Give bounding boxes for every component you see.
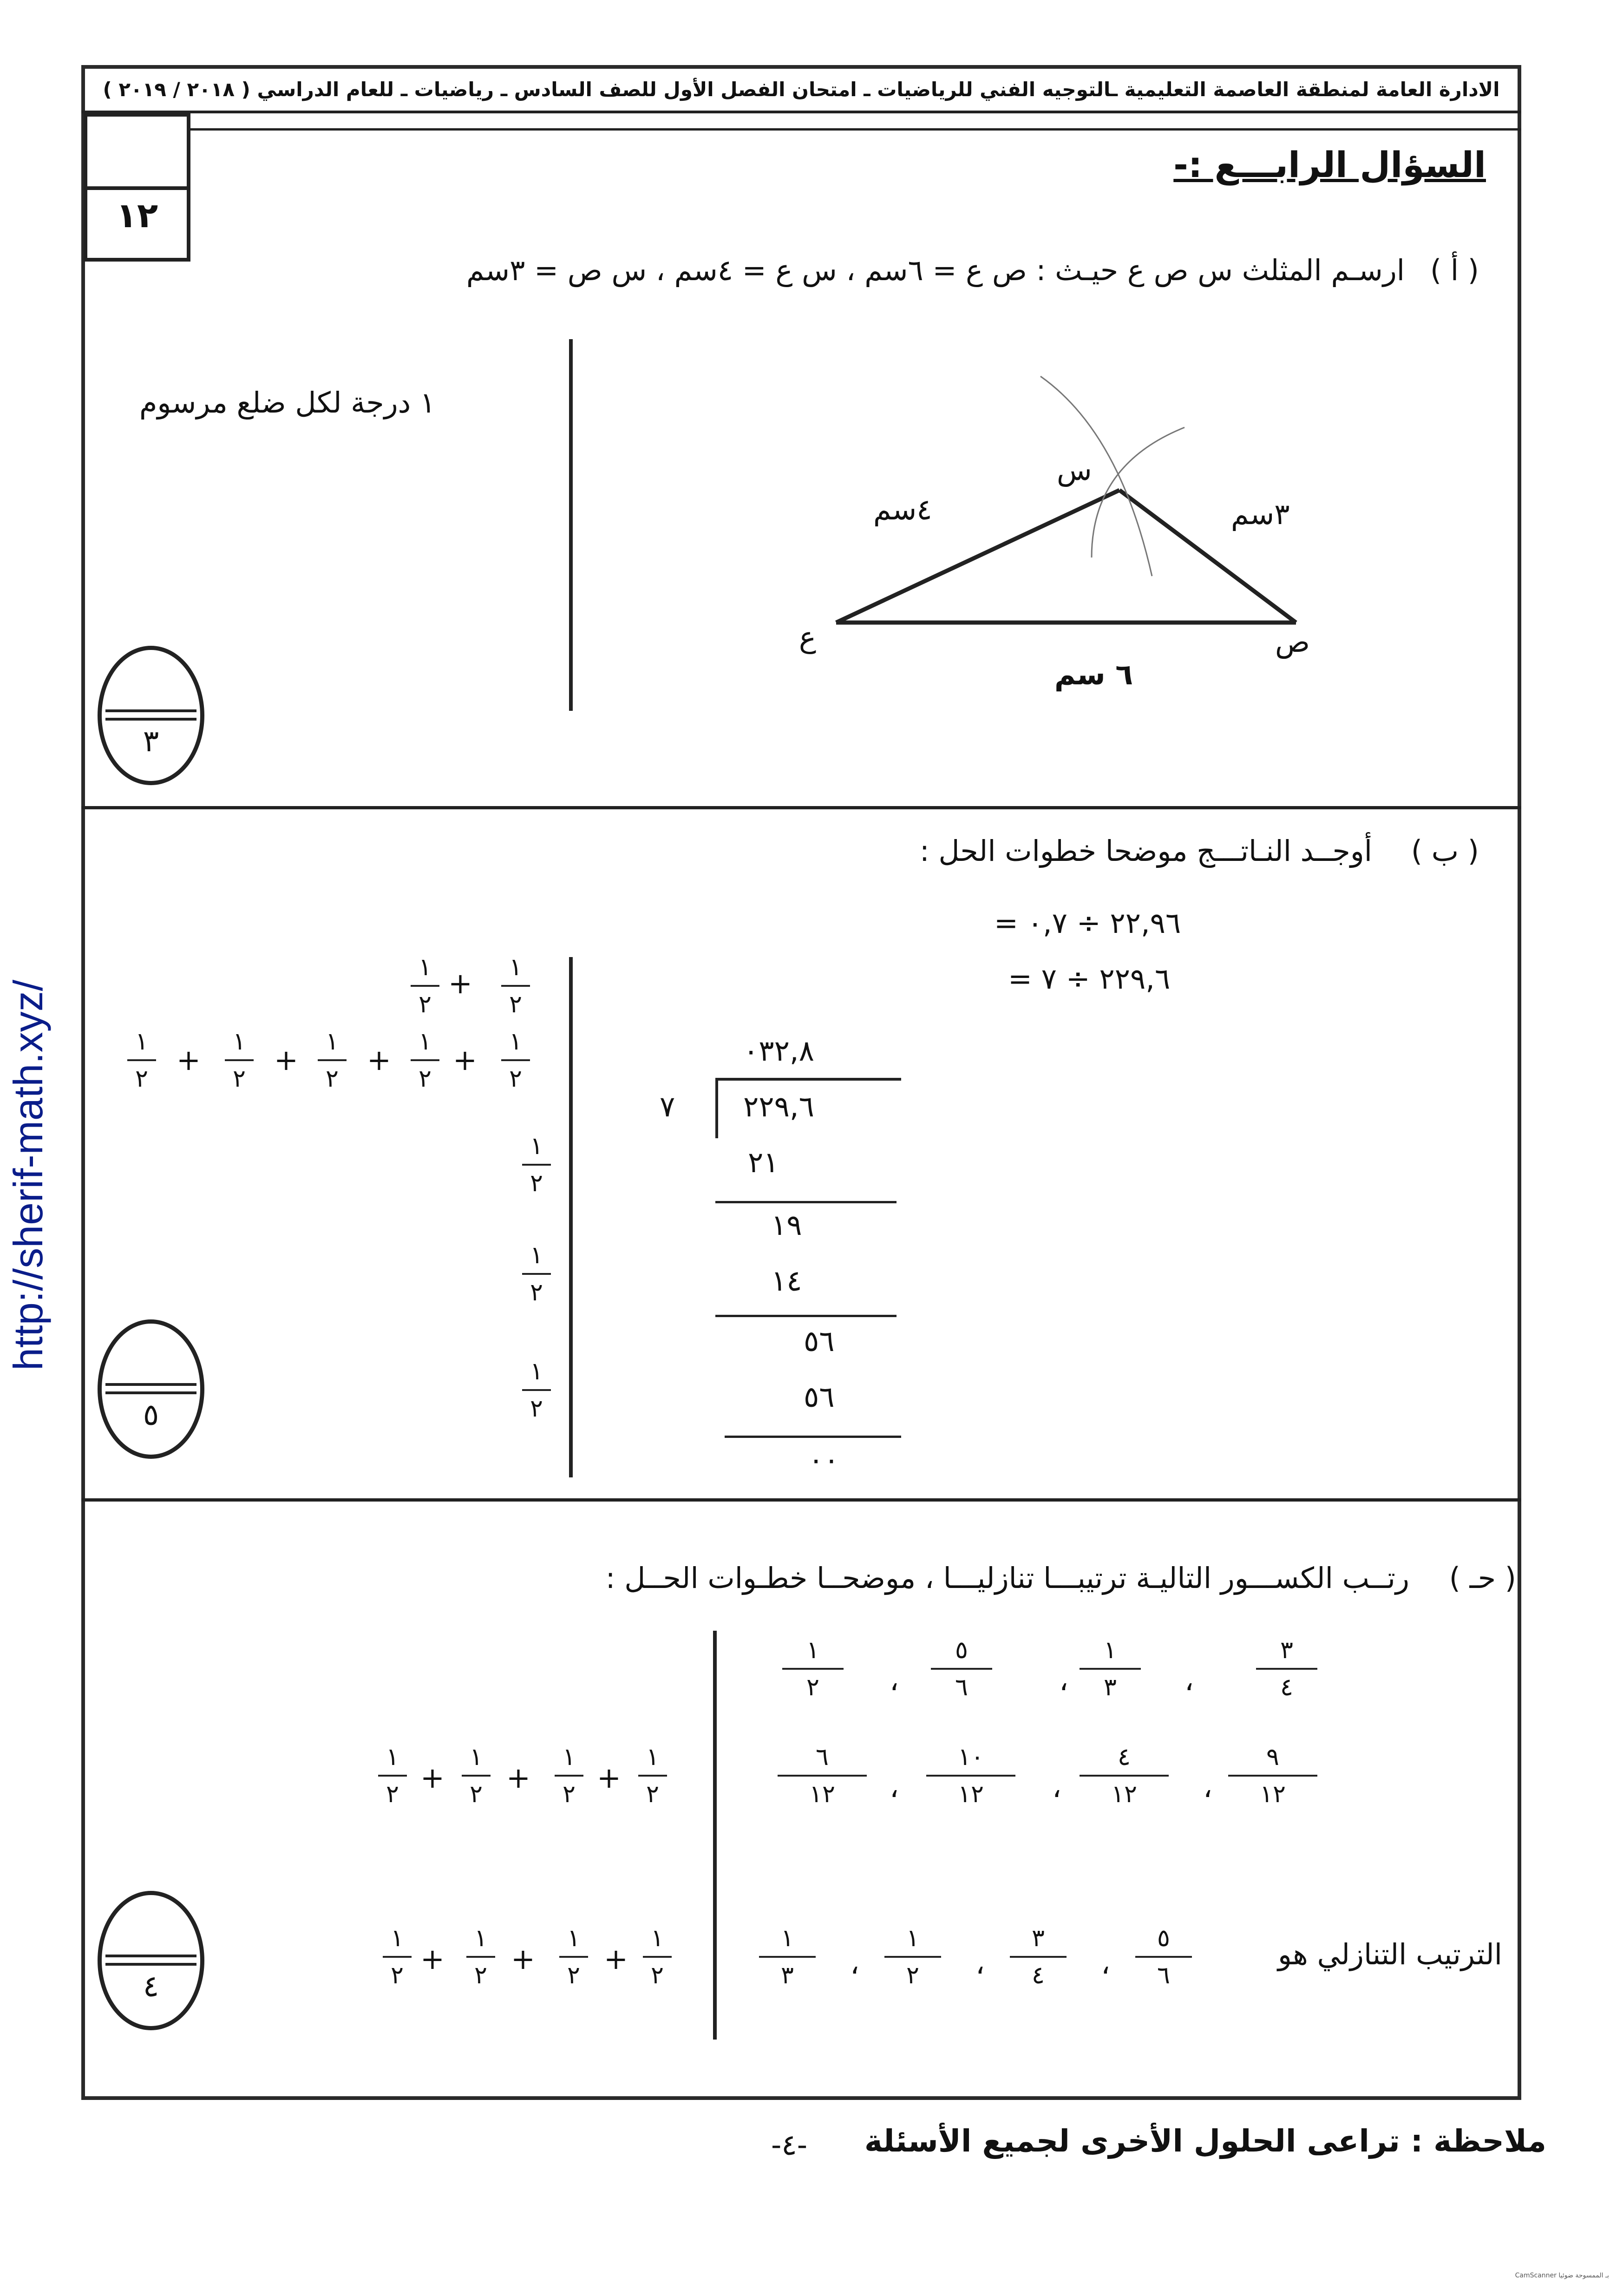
score-box-divider — [87, 186, 187, 190]
step-line-3 — [725, 1436, 901, 1438]
step-3: ١٤ — [771, 1264, 802, 1298]
part-c-label: ( حـ ) — [1449, 1561, 1516, 1595]
construction-arc-2 — [1092, 427, 1185, 558]
comma: ، — [890, 1770, 899, 1804]
vertex-ain: ع — [799, 620, 816, 654]
part-c-score: ٤ — [143, 1969, 159, 2004]
total-score: ١٢ — [116, 196, 158, 236]
part-b-score-oval — [98, 1319, 204, 1459]
comma: ، — [1185, 1663, 1194, 1697]
fraction: ١ ٢ — [883, 1923, 943, 1990]
comma: ، — [890, 1663, 899, 1697]
division-bracket — [715, 1078, 718, 1138]
part-c-score-oval — [98, 1891, 204, 2030]
grading-half: ١ ٢ — [381, 1923, 413, 1990]
comma: ، — [975, 1947, 985, 1981]
part-a-prompt: ارسـم المثلث س ص ع حيـث : ص ع = ٦سم ، س ع = ٤سم ، س ص = ٣سم — [466, 253, 1405, 287]
division-line-2: ٢٢٩,٦ ÷ ٧ = — [1008, 962, 1171, 996]
watermark-link[interactable]: http://sherif-math.xyz/ — [5, 979, 51, 1371]
order-label: الترتيب التنازلي هو — [1278, 1937, 1502, 1971]
grading-half: ١ ٢ — [316, 1027, 348, 1094]
plus-sign: + — [274, 1043, 298, 1077]
header-divider-2 — [188, 128, 1521, 131]
plus-sign: + — [448, 966, 472, 1000]
total-score-box — [84, 113, 190, 262]
scanner-mark: CamScanner بـ الممسوحة ضوئيا — [1515, 2272, 1609, 2279]
fraction: ٩ ١٢ — [1226, 1742, 1319, 1809]
comma: ، — [1101, 1947, 1111, 1981]
plus-sign: + — [420, 1761, 445, 1795]
grading-half: ١ ٢ — [499, 952, 532, 1019]
step-line-1 — [715, 1201, 897, 1203]
grading-half: ١ ٢ — [409, 952, 441, 1019]
plus-sign: + — [506, 1761, 530, 1795]
step-6: ٠٠ — [808, 1443, 839, 1476]
division-line-1: ٢٢,٩٦ ÷ ٠,٧ = — [994, 906, 1181, 940]
grading-half: ١ ٢ — [520, 1240, 553, 1307]
fraction: ٣ ٤ — [1254, 1635, 1319, 1702]
part-b-label: ( ب ) — [1411, 834, 1479, 868]
part-a-label: ( أ ) — [1430, 253, 1479, 287]
part-c-divider — [713, 1631, 717, 2040]
page-number: -٤- — [771, 2128, 808, 2162]
step-5: ٥٦ — [804, 1380, 835, 1414]
fraction: ١ ٣ — [1078, 1635, 1143, 1702]
fraction: ٦ ١٢ — [776, 1742, 869, 1809]
fraction: ٥ ٦ — [929, 1635, 994, 1702]
question-title: السؤال الرابـــع :- — [1173, 144, 1486, 185]
grading-half: ١ ٢ — [465, 1923, 497, 1990]
part-c-prompt: رتــب الكســـور التاليـة ترتيبـــا تنازليـــا ، موضحــا خطـوات الحــل : — [605, 1561, 1409, 1595]
fraction: ١ ٢ — [780, 1635, 845, 1702]
grading-half: ١ ٢ — [557, 1923, 590, 1990]
footer-note: ملاحظة : تراعى الحلول الأخرى لجميع الأسئلة — [864, 2123, 1546, 2159]
plus-sign: + — [177, 1043, 201, 1077]
divisor: ٧ — [660, 1089, 675, 1123]
header-divider — [81, 111, 1521, 113]
grading-note: ١ درجة لكل ضلع مرسوم — [139, 386, 436, 420]
oval-divider — [105, 1383, 196, 1394]
comma: ، — [1203, 1770, 1213, 1804]
exam-header: الادارة العامة لمنطقة العاصمة التعليمية ـالتوجيه الفني للرياضيات ـ امتحان الفصل الأول للصف السادس ـ رياضيات ـ للعام الدراسي ( ٢٠١٨ / ٢٠١٩ ) — [103, 78, 1500, 101]
fraction: ١ ٣ — [757, 1923, 818, 1990]
grading-half: ١ ٢ — [641, 1923, 674, 1990]
step-2: ١٩ — [771, 1208, 802, 1242]
plus-sign: + — [420, 1942, 445, 1976]
grading-half: ١ ٢ — [553, 1742, 585, 1809]
grading-half: ١ ٢ — [520, 1357, 553, 1424]
part-a-score: ٣ — [143, 724, 159, 759]
part-b-prompt: أوجــد النـاتـــج موضحا خطوات الحل : — [919, 834, 1372, 868]
quotient: ٠٣٢,٨ — [743, 1034, 814, 1068]
plus-sign: + — [597, 1761, 621, 1795]
comma: ، — [1052, 1770, 1062, 1804]
step-line-2 — [715, 1315, 897, 1317]
dividend: ٢٢٩,٦ — [743, 1089, 814, 1123]
comma: ، — [1059, 1663, 1069, 1697]
grading-half: ١ ٢ — [125, 1027, 158, 1094]
vertex-sad: ص — [1275, 625, 1310, 659]
division-bar — [715, 1078, 901, 1081]
grading-half: ١ ٢ — [499, 1027, 532, 1094]
fraction: ٥ ٦ — [1133, 1923, 1194, 1990]
part-a-divider — [569, 339, 573, 711]
fraction: ١٠ ١٢ — [924, 1742, 1017, 1809]
plus-sign: + — [511, 1942, 535, 1976]
grading-half: ١ ٢ — [376, 1742, 409, 1809]
grading-half: ١ ٢ — [636, 1742, 669, 1809]
side-sa-label: ٤سم — [873, 492, 932, 526]
step-4: ٥٦ — [804, 1324, 835, 1358]
comma: ، — [850, 1947, 860, 1981]
part-b-score: ٥ — [143, 1398, 159, 1432]
grading-half: ١ ٢ — [460, 1742, 492, 1809]
section-divider-bc — [81, 1498, 1521, 1502]
side-base-label: ٦ سم — [1054, 657, 1133, 691]
plus-sign: + — [604, 1942, 628, 1976]
grading-half: ١ ٢ — [223, 1027, 255, 1094]
side-ss-label: ٣سم — [1231, 497, 1290, 531]
fraction: ٣ ٤ — [1008, 1923, 1068, 1990]
grading-half: ١ ٢ — [409, 1027, 441, 1094]
oval-divider — [105, 1955, 196, 1966]
step-1: ٢١ — [748, 1145, 779, 1179]
grading-half: ١ ٢ — [520, 1131, 553, 1198]
section-divider-ab — [81, 806, 1521, 809]
part-b-divider — [569, 957, 573, 1477]
part-a-score-oval — [98, 646, 204, 785]
plus-sign: + — [453, 1043, 477, 1077]
oval-divider — [105, 709, 196, 721]
fraction: ٤ ١٢ — [1078, 1742, 1171, 1809]
plus-sign: + — [367, 1043, 391, 1077]
vertex-s: س — [1057, 453, 1092, 487]
